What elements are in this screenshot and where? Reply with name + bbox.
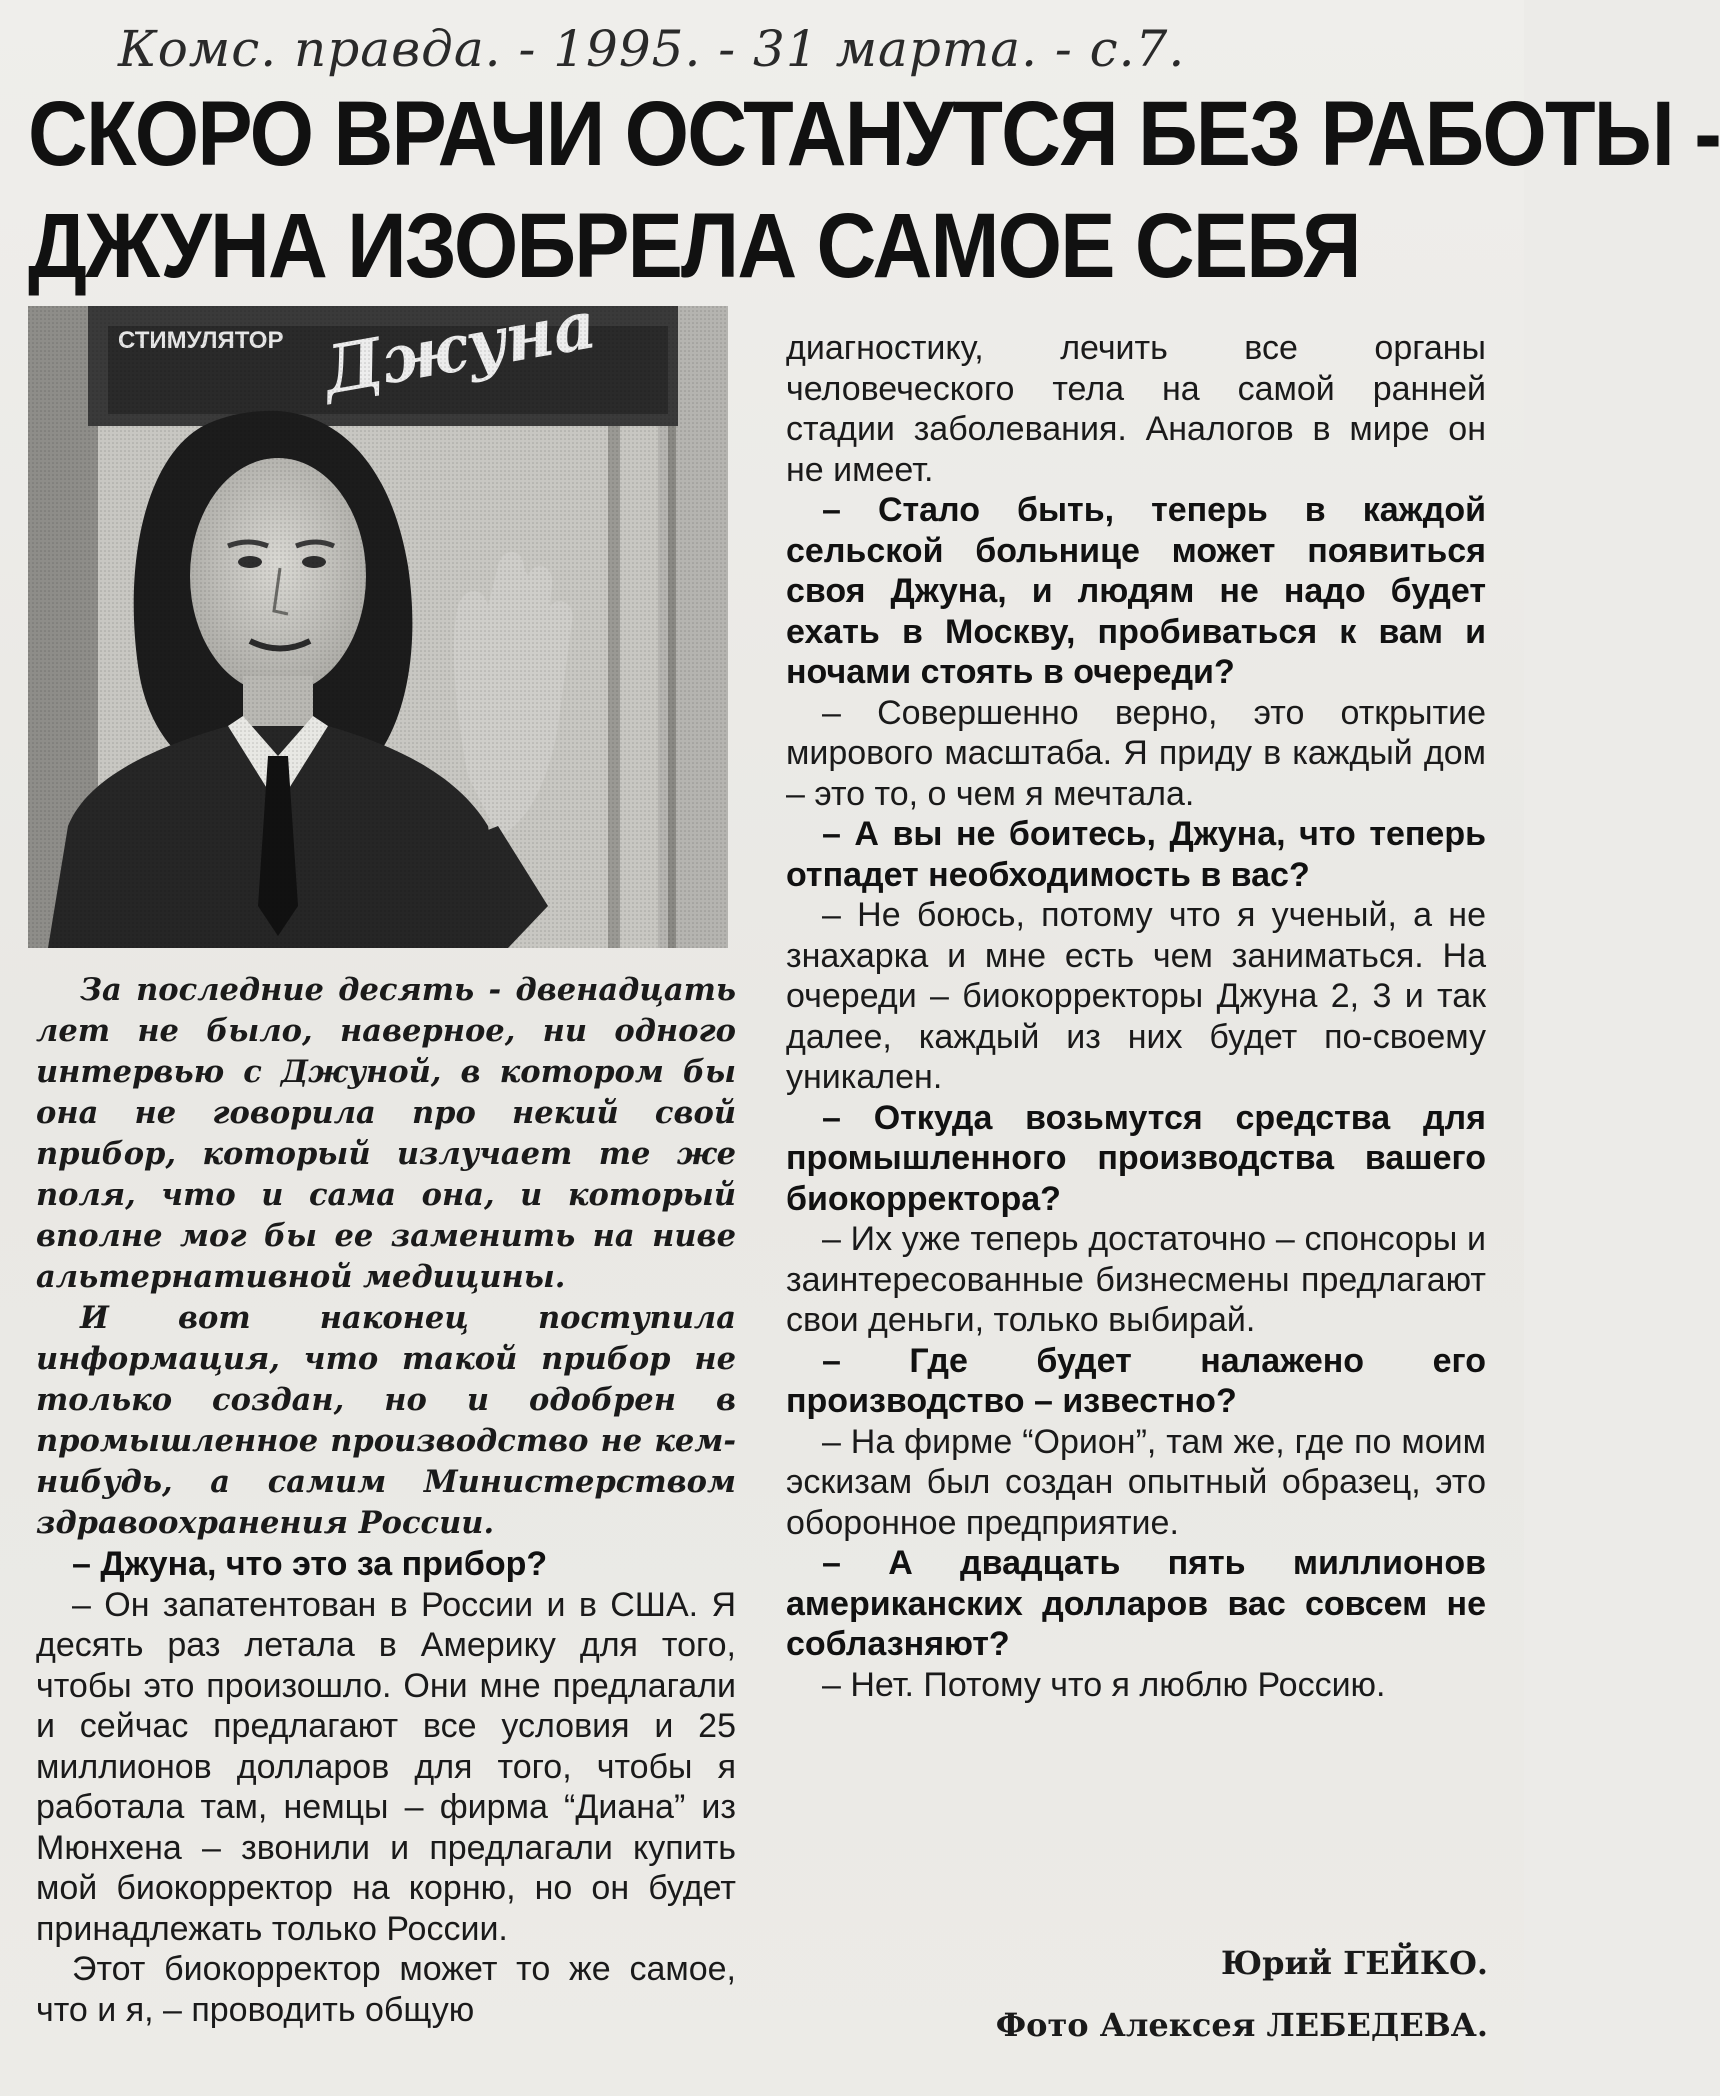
answer-2: – Совершенно верно, это открытие мирового масштаба. Я приду в каждый дом – это то, о чем я мечтала. xyxy=(786,693,1486,813)
headline-line-2: ДЖУНА ИЗОБРЕЛА САМОЕ СЕБЯ xyxy=(28,195,1360,297)
left-column xyxy=(36,970,736,2030)
headline xyxy=(28,78,1720,302)
body-continuation: диагностику, лечить все органы человеческого тела на самой ранней стадии заболевания. Аналогов в мире он не имеет. xyxy=(786,329,1486,489)
question-5: – Где будет налажено его производство – известно? xyxy=(786,1341,1486,1420)
author-signature: Юрий ГЕЙКО. xyxy=(1220,1944,1488,1982)
answer-6: – Нет. Потому что я люблю Россию. xyxy=(822,1665,1386,1704)
question-2: – Стало быть, теперь в каждой сельской больнице может появиться своя Джуна, и людям не надо будет ехать в Москву, пробиваться к вам и ночами стоять в очереди? xyxy=(786,491,1486,691)
lead-paragraph-2: И вот наконец поступила информация, что такой прибор не только создан, но и одобрен в промышленное производство не кем-нибудь, а самим Министерством здравоохранения России. xyxy=(36,1300,736,1541)
photo-credit: Фото Алексея ЛЕБЕДЕВА. xyxy=(995,2006,1488,2044)
lead-paragraph-1: За последние десять - двенадцать лет не было, наверное, ни одного интервью с Джуной, в котором бы она не говорила про некий свой прибор, который излучает те же поля, что и сама она, и который вполне мог бы ее заменить на ниве альтернативной медицины. xyxy=(36,972,736,1295)
body-paragraph-left-end: Этот биокорректор может то же самое, что и я, – проводить общую xyxy=(36,1950,736,2029)
question-3: – А вы не боитесь, Джуна, что теперь отпадет необходимость в вас? xyxy=(786,815,1486,894)
headline-line-1: СКОРО ВРАЧИ ОСТАНУТСЯ БЕЗ РАБОТЫ - xyxy=(28,83,1720,185)
answer-3: – Не боюсь, потому что я ученый, а не знахарка и мне есть чем заниматься. На очереди – биокорректоры Джуна 2, 3 и так далее, каждый из них будет по-своему уникален. xyxy=(786,896,1486,1096)
right-column xyxy=(786,328,1486,1705)
question-6: – А двадцать пять миллионов американских долларов вас совсем не соблазняют? xyxy=(786,1544,1486,1663)
answer-4: – Их уже теперь достаточно – спонсоры и заинтересованные бизнесмены предлагают свои деньги, только выбирай. xyxy=(786,1220,1486,1339)
photo-djuna xyxy=(28,306,728,948)
question-1: – Джуна, что это за прибор? xyxy=(72,1545,548,1583)
handwritten-source-note: Комс. правда. - 1995. - 31 марта. - с.7. xyxy=(118,20,1186,78)
answer-5: – На фирме “Орион”, там же, где по моим эскизам был создан опытный образец, это оборонное предприятие. xyxy=(786,1422,1486,1542)
question-4: – Откуда возьмутся средства для промышленного производства вашего биокорректора? xyxy=(786,1098,1486,1218)
answer-1: – Он запатентован в России и в США. Я десять раз летала в Америку для того, чтобы это произошло. Они мне предлагали и сейчас предлагают все условия и 25 миллионов долларов для того, чтобы я работала там, немцы – фирма “Диана” из Мюнхена – звонили и предлагали купить мой биокорректор на корню, но он будет принадлежать только России. xyxy=(36,1585,736,1948)
